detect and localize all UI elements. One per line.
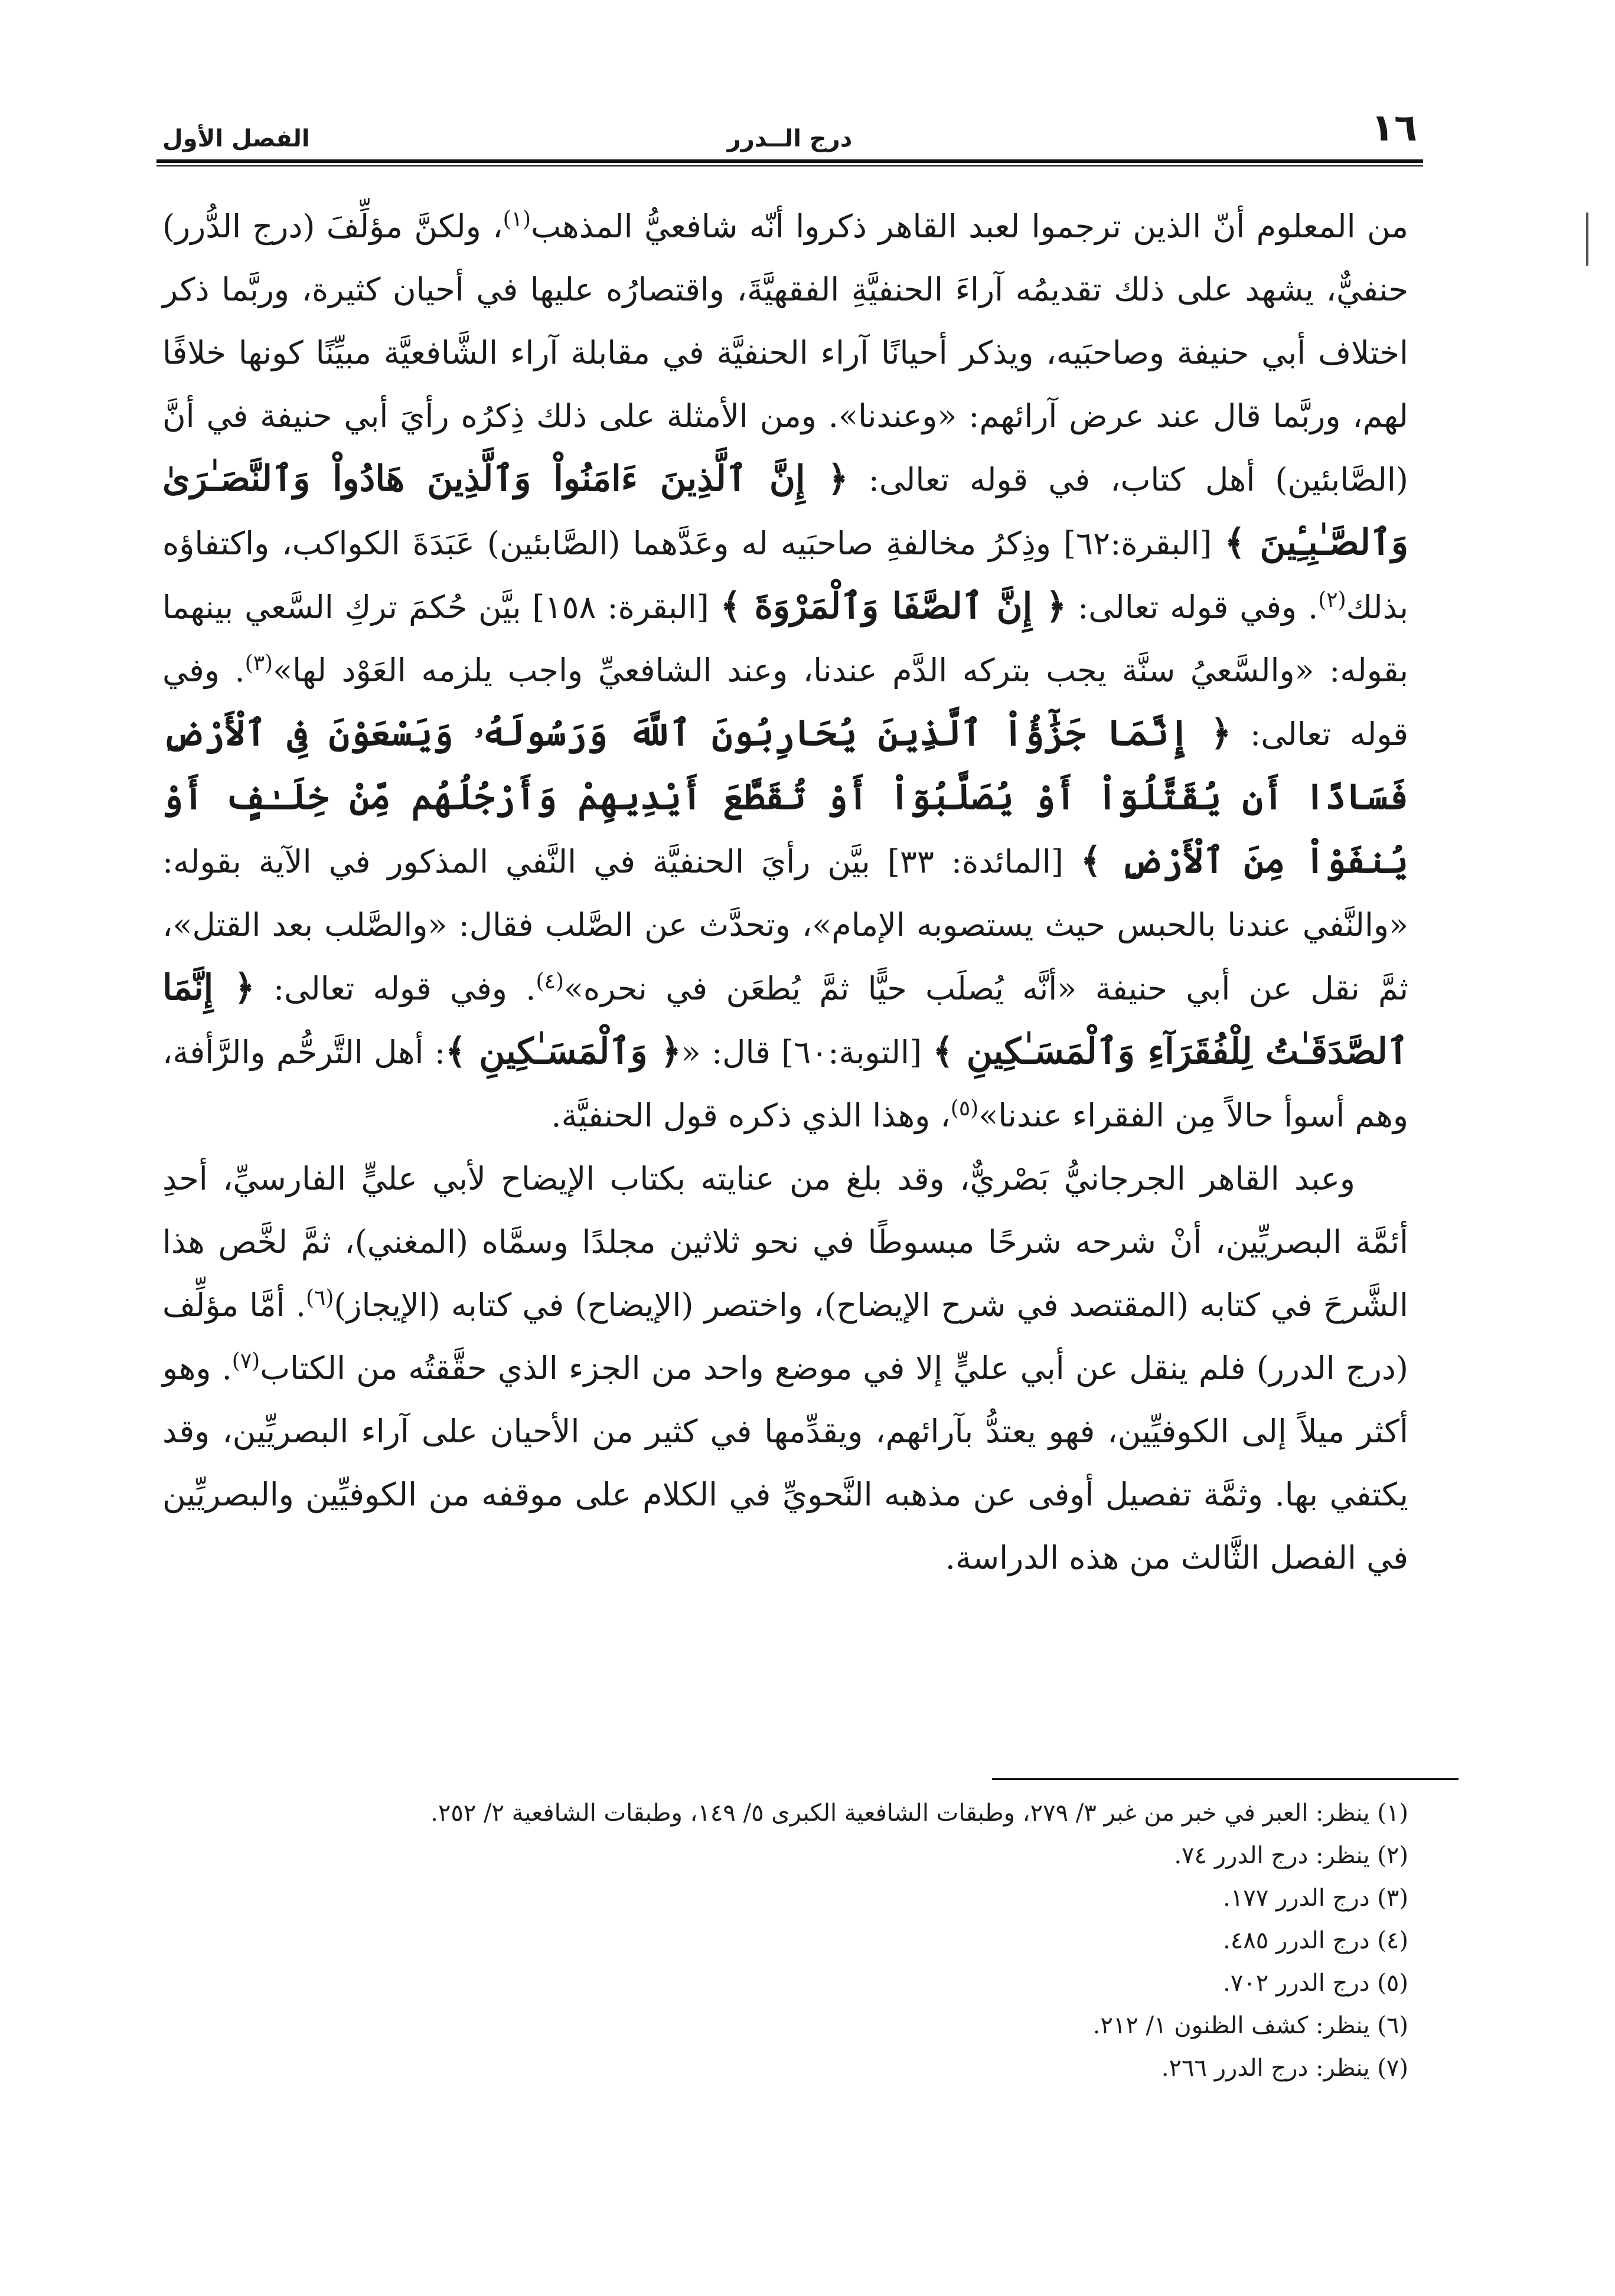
footnotes (162, 1792, 1408, 2089)
text-run: [المائدة: ٣٣] بيَّن رأيَ الحنفيَّة في النَّفي المذكور في الآية بقوله: «والنَّفي عندنا بالحبس حيث يستصوبه الإمام»، وتحدَّث عن الصَّلب فقال: «والصَّلب بعد القتل»، ثمَّ نقل عن أبي حنيفة «أنَّه يُصلَب حيًّا ثمَّ يُطعَن في نحره» (162, 843, 1408, 1007)
quran-verse: ﴿ إِنَّمَا جَزَٰٓؤُاْ ٱلَّذِينَ يُحَارِبُونَ ٱللَّهَ وَرَسُولَهُۥ وَيَسْعَوْنَ فِى ٱلْأَرْضِ فَسَادًا أَن يُقَتَّلُوٓاْ أَوْ يُصَلَّبُوٓاْ أَوْ تُقَطَّعَ أَيْدِيهِمْ وَأَرْجُلُهُم مِّنْ خِلَـٰفٍ أَوْ يُنفَوْاْ مِنَ ٱلْأَرْضِ ﴾ (162, 713, 1409, 881)
footnote-1: (١) ينظر: العبر في خبر من غبر ٣/ ٢٧٩، وطبقات الشافعية الكبرى ٥/ ١٤٩، وطبقات الشافعية ٢/ ٢٥٢. (430, 1799, 1408, 1827)
text-run: : أهل التَّرحُّم والرَّأفة، وهم أسوأ حالاً مِن الفقراء عندنا» (162, 1034, 1408, 1134)
header-rule (156, 159, 1423, 163)
footnote-reference[interactable]: (٥) (950, 1096, 979, 1121)
footnote-reference[interactable]: (٤) (536, 969, 564, 994)
footnote-reference[interactable]: (٢) (1318, 588, 1346, 612)
footnote-6: (٦) ينظر: كشف الظنون ١/ ٢١٢. (1092, 2012, 1408, 2039)
footnote-reference[interactable]: (٣) (244, 651, 273, 675)
text-run: . أمَّا مؤلِّف (درج الدرر) فلم ينقل عن أبي عليٍّ إلا في موضع واحد من الجزء الذي حقَّقتُه من الكتاب (162, 1286, 1409, 1387)
text-run: . وفي قوله تعالى: (162, 652, 1408, 753)
footnote-4: (٤) درج الدرر ٤٨٥. (1223, 1927, 1408, 1954)
footnote-3: (٣) درج الدرر ١٧٧. (1223, 1885, 1408, 1912)
text-run: ، ولكنَّ مؤلِّفَ (درج الدُّرر) حنفيٌّ، يشهد على ذلك تقديمُه آراءَ الحنفيَّةِ الفقهيَّةَ، واقتصارُه عليها في أحيان كثيرة، وربَّما ذكر اختلاف أبي حنيفة وصاحبَيه، ويذكر أحيانًا آراء الحنفيَّة في مقابلة آراء الشَّافعيَّة مبيِّنًا كونها خلافًا لهم، وربَّما قال عند عرض آرائهم: «وعندنا». ومن الأمثلة على ذلك ذِكرُه رأيَ أبي حنيفة في أنَّ (الصَّابئين) أهل كتاب، في قوله تعالى: (162, 208, 1409, 498)
footnote-reference[interactable]: (٧) (231, 1349, 260, 1373)
footnote-5: (٥) درج الدرر ٧٠٢. (1223, 1970, 1408, 1997)
chapter-title: الفصل الأول (162, 125, 310, 152)
text-run: [البقرة: ١٥٨] بيَّن حُكمَ تركِ السَّعي بينهما بقوله: «والسَّعيُ سنَّة يجب بتركه الدَّم عندنا، وعند الشافعيِّ واجب يلزمه العَوْد لها» (162, 589, 1408, 689)
text-run: . وفي قوله تعالى: (255, 970, 536, 1007)
page-number: ١٦ (1371, 106, 1417, 150)
text-run: وعبد القاهر الجرجانيُّ بَصْريٌّ، وقد بلغ من عنايته بكتاب الإيضاح لأبي عليٍّ الفارسيِّ، أحدِ أئمَّة البصريِّين، أنْ شرحه شرحًا مبسوطًا في نحو ثلاثين مجلدًا وسمَّاه (المغني)، ثمَّ لخَّص هذا الشَّرحَ في كتابه (المقتصد في شرح الإيضاح)، واختصر (الإيضاح) في كتابه (الإيجاز) (162, 1160, 1408, 1324)
text-run: من المعلوم أنّ الذين ترجموا لعبد القاهر ذكروا أنّه شافعيُّ المذهب (531, 208, 1408, 245)
text-run: [التوبة:٦٠] قال: « (681, 1034, 933, 1071)
running-header (156, 89, 1423, 159)
quran-verse: ﴿ إِنَّ ٱلَّذِينَ ءَامَنُواْ وَٱلَّذِينَ هَادُواْ وَٱلنَّصَـٰرَىٰ وَٱلصَّـٰبِـِٔينَ ﴾ (162, 458, 1408, 563)
quran-verse: ﴿ إِنَّ ٱلصَّفَا وَٱلْمَرْوَةَ ﴾ (720, 586, 1067, 627)
body-text (162, 195, 1408, 1589)
scan-edge-mark (1586, 213, 1588, 266)
running-title: درج الــدرر (727, 125, 853, 152)
text-run: [البقرة:٦٢] وذِكرُ مخالفةِ صاحبَيه له وعَدَّهما (الصَّابئين) عَبَدَةَ الكواكب، واكتفاؤه بذلك (162, 525, 1409, 626)
footnote-separator (992, 1778, 1459, 1780)
footnote-reference[interactable]: (٦) (305, 1286, 334, 1310)
footnote-7: (٧) ينظر: درج الدرر ٢٦٦. (1161, 2055, 1408, 2082)
text-run: ، وهذا الذي ذكره قول الحنفيَّة. (551, 1097, 951, 1134)
footnote-2: (٢) ينظر: درج الدرر ٧٤. (1174, 1842, 1408, 1869)
quran-verse: ﴿ وَٱلْمَسَـٰكِينِ ﴾ (445, 1031, 681, 1072)
quran-verse: ﴿ إِنَّمَا ٱلصَّدَقَـٰتُ لِلْفُقَرَآءِ وَٱلْمَسَـٰكِينِ ﴾ (162, 967, 1408, 1072)
text-run: . وهو أكثر ميلاً إلى الكوفيِّين، فهو يعتدُّ بآرائهم، ويقدِّمها في كثير من الأحيان على آراء البصريِّين، وقد يكتفي بها. وثمَّة تفصيل أوفى عن مذهبه النَّحويِّ في الكلام على موقفه من الكوفيِّين والبصريِّين في الفصل الثَّالث من هذه الدراسة. (162, 1350, 1409, 1576)
paragraph-1 (162, 195, 1408, 1147)
text-run: . وفي قوله تعالى: (1066, 589, 1319, 626)
paragraph-2 (162, 1147, 1408, 1589)
header-rule-thin (156, 165, 1423, 166)
footnote-reference[interactable]: (١) (503, 207, 531, 231)
